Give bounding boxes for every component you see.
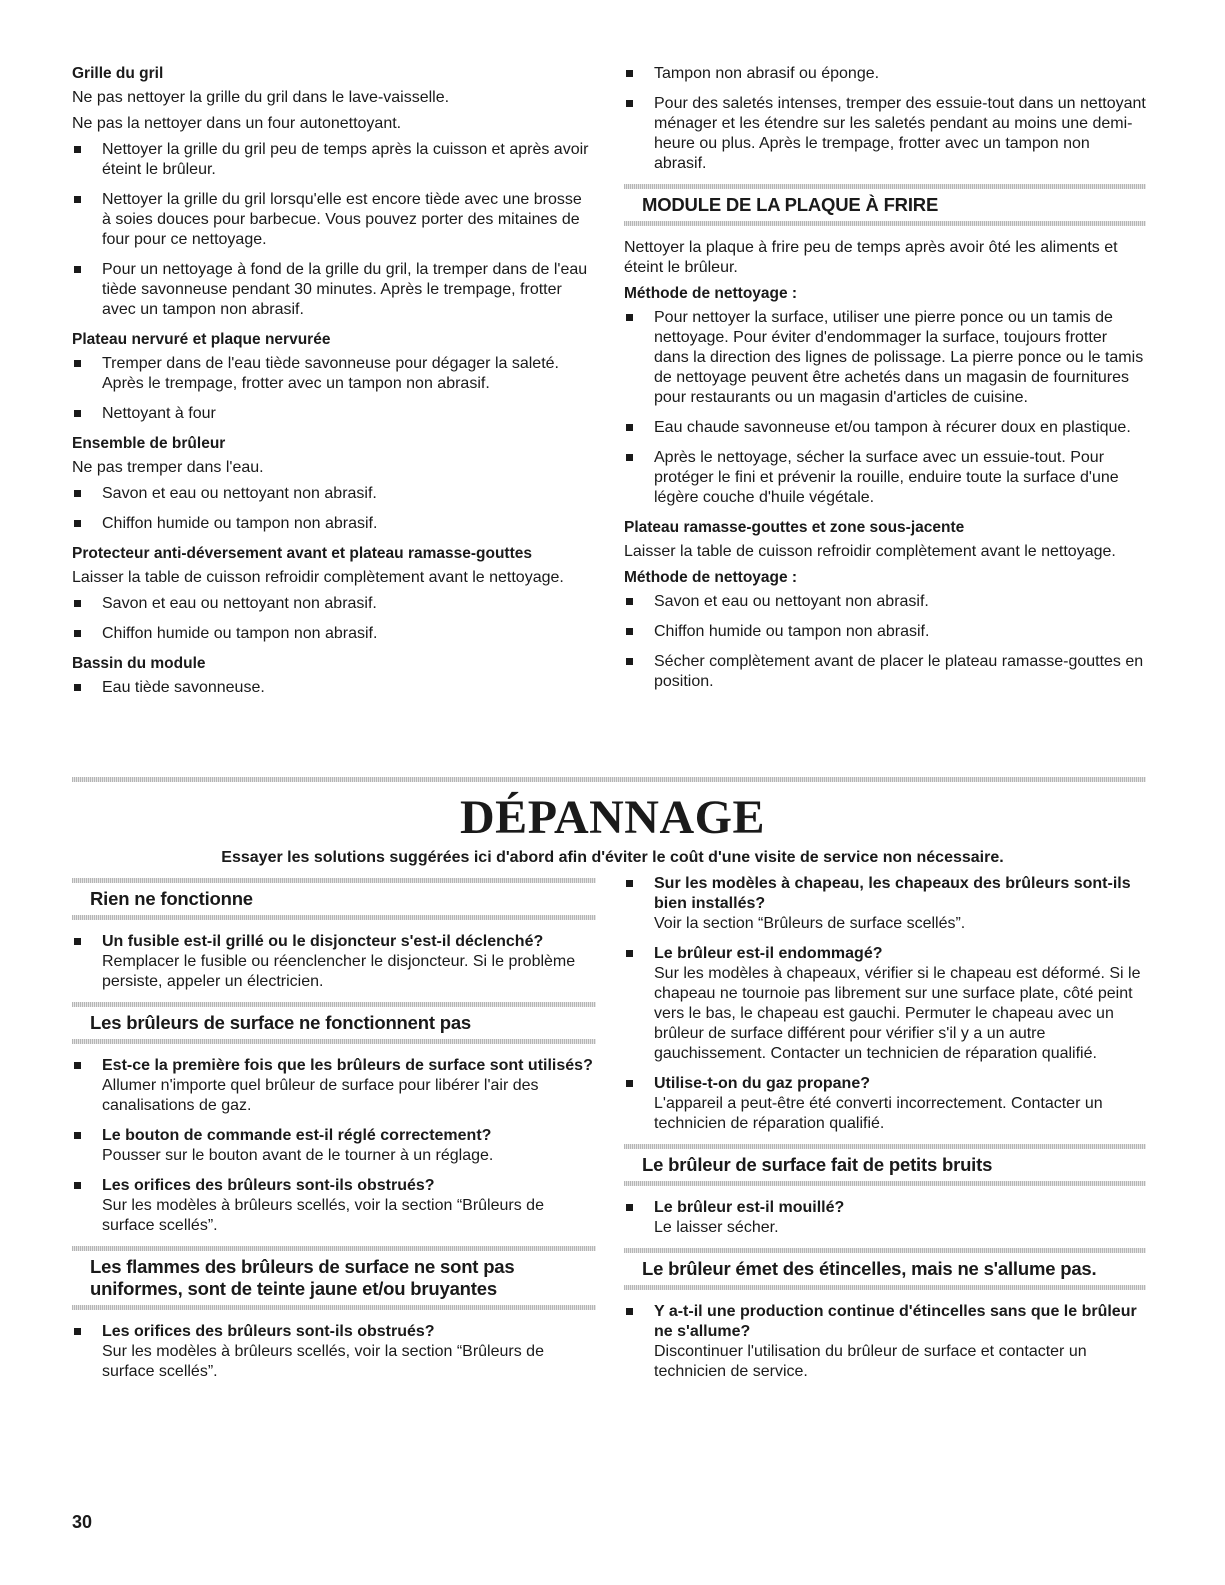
list-item: Chiffon humide ou tampon non abrasif. — [72, 514, 592, 534]
methode-list — [624, 308, 1146, 508]
bruleurs-list — [72, 1056, 596, 1236]
list-item: Nettoyer la grille du gril peu de temps après la cuisson et après avoir éteint le brûleur. — [72, 140, 592, 180]
section-divider — [624, 221, 1146, 226]
question: Les orifices des brûleurs sont-ils obstrués? — [102, 1323, 435, 1340]
list-item: Eau chaude savonneuse et/ou tampon à récurer doux en plastique. — [624, 418, 1146, 438]
grille-text-2: Ne pas la nettoyer dans un four autonettoyant. — [72, 115, 402, 132]
list-item: Savon et eau ou nettoyant non abrasif. — [624, 592, 1146, 612]
list-item: Eau tiède savonneuse. — [72, 678, 592, 698]
plateau-heading: Plateau nervuré et plaque nervurée — [72, 331, 331, 348]
list-item: Nettoyant à four — [72, 404, 592, 424]
list-item: Pour des saletés intenses, tremper des essuie-tout dans un nettoyant ménager et les étendre sur les saletés pendant au moins une demi-heure ou plus. Après le trempage, frotter avec un tampon non abrasif. — [624, 94, 1146, 174]
section-divider — [624, 1285, 1146, 1290]
answer: Le laisser sécher. — [654, 1219, 779, 1236]
module-title: MODULE DE LA PLAQUE À FRIRE — [642, 194, 939, 215]
top-left-column — [72, 64, 592, 708]
etincelles-section — [624, 1248, 1146, 1290]
section-divider — [72, 1039, 596, 1044]
rien-title: Rien ne fonctionne — [90, 888, 253, 909]
answer: Sur les modèles à chapeaux, vérifier si le chapeau est déformé. Si le chapeau ne tournoie pas librement sur une surface plate, côté peint vers le bas, le chapeau est gauchi. Permuter le chapeau avec un brûleur de surface différent pour vérifier s'il y a un autre gauchissement. Contacter un technicien de réparation qualifié. — [654, 965, 1141, 1062]
list-item — [72, 932, 596, 992]
answer: Pousser sur le bouton avant de le tourner à un réglage. — [102, 1147, 494, 1164]
protecteur-list — [72, 594, 592, 644]
bruleurs-section — [72, 1002, 596, 1044]
answer: Allumer n'importe quel brûleur de surface pour libérer l'air des canalisations de gaz. — [102, 1077, 539, 1114]
question: Le bouton de commande est-il réglé correctement? — [102, 1127, 492, 1144]
methode-heading: Méthode de nettoyage : — [624, 569, 798, 586]
list-item: Savon et eau ou nettoyant non abrasif. — [72, 594, 592, 614]
rien-section — [72, 878, 596, 920]
question: Un fusible est-il grillé ou le disjoncteur s'est-il déclenché? — [102, 933, 544, 950]
list-item — [72, 1176, 596, 1236]
page-divider — [72, 777, 1146, 782]
top-right-column — [624, 64, 1146, 702]
list-item: Savon et eau ou nettoyant non abrasif. — [72, 484, 592, 504]
bruits-title: Le brûleur de surface fait de petits bruits — [642, 1154, 993, 1175]
list-item: Tampon non abrasif ou éponge. — [624, 64, 1146, 84]
list-item: Pour un nettoyage à fond de la grille du gril, la tremper dans de l'eau tiède savonneuse pendant 30 minutes. Après le trempage, frotter avec un tampon non abrasif. — [72, 260, 592, 320]
list-item — [624, 1198, 1146, 1238]
module-section — [624, 184, 1146, 226]
answer: Sur les modèles à brûleurs scellés, voir la section “Brûleurs de surface scellés”. — [102, 1197, 544, 1234]
section-divider — [624, 1181, 1146, 1186]
continued-list — [624, 874, 1146, 1134]
list-item: Nettoyer la grille du gril lorsqu'elle est encore tiède avec une brosse à soies douces pour barbecue. Vous pouvez porter des mitaines de four pour ce nettoyage. — [72, 190, 592, 250]
list-item: Sécher complètement avant de placer le plateau ramasse-gouttes en position. — [624, 652, 1146, 692]
intro-list — [624, 64, 1146, 174]
list-item — [624, 1074, 1146, 1134]
question: Le brûleur est-il mouillé? — [654, 1199, 845, 1216]
page-title: DÉPANNAGE — [460, 791, 765, 844]
list-item — [72, 1322, 596, 1382]
list-item — [72, 1056, 596, 1116]
flammes-list — [72, 1322, 596, 1382]
section-divider — [72, 915, 596, 920]
methode-list — [624, 592, 1146, 692]
grille-list — [72, 140, 592, 320]
ramasse-heading: Plateau ramasse-gouttes et zone sous-jacente — [624, 519, 965, 536]
bottom-right-column — [624, 874, 1146, 1392]
bruleurs-title: Les brûleurs de surface ne fonctionnent pas — [90, 1012, 472, 1033]
question: Y a-t-il une production continue d'étincelles sans que le brûleur ne s'allume? — [654, 1303, 1137, 1340]
list-item: Chiffon humide ou tampon non abrasif. — [72, 624, 592, 644]
list-item — [624, 944, 1146, 1064]
grille-text-1: Ne pas nettoyer la grille du gril dans le lave-vaisselle. — [72, 89, 450, 106]
flammes-section — [72, 1246, 596, 1310]
page-number: 30 — [72, 1512, 93, 1532]
question: Est-ce la première fois que les brûleurs de surface sont utilisés? — [102, 1057, 593, 1074]
answer: Remplacer le fusible ou réenclencher le disjoncteur. Si le problème persiste, appeler un électricien. — [102, 953, 576, 990]
bottom-left-column — [72, 878, 596, 1392]
protecteur-heading: Protecteur anti-déversement avant et plateau ramasse-gouttes — [72, 545, 532, 562]
module-text: Nettoyer la plaque à frire peu de temps après avoir ôté les aliments et éteint le brûleur. — [624, 239, 1118, 276]
question: Les orifices des brûleurs sont-ils obstrués? — [102, 1177, 435, 1194]
flammes-title: Les flammes des brûleurs de surface ne sont pas uniformes, sont de teinte jaune et/ou bruyantes — [90, 1256, 515, 1299]
grille-heading: Grille du gril — [72, 65, 164, 82]
list-item — [72, 1126, 596, 1166]
bruits-list — [624, 1198, 1146, 1238]
section-divider — [72, 1305, 596, 1310]
protecteur-text: Laisser la table de cuisson refroidir complètement avant le nettoyage. — [72, 569, 564, 586]
answer: L'appareil a peut-être été converti incorrectement. Contacter un technicien de réparation qualifié. — [654, 1095, 1103, 1132]
ensemble-list — [72, 484, 592, 534]
ensemble-text: Ne pas tremper dans l'eau. — [72, 459, 264, 476]
ramasse-text: Laisser la table de cuisson refroidir complètement avant le nettoyage. — [624, 543, 1116, 560]
list-item: Tremper dans de l'eau tiède savonneuse pour dégager la saleté. Après le trempage, frotter avec un tampon non abrasif. — [72, 354, 592, 394]
list-item — [624, 874, 1146, 934]
plateau-list — [72, 354, 592, 424]
answer: Sur les modèles à brûleurs scellés, voir la section “Brûleurs de surface scellés”. — [102, 1343, 544, 1380]
question: Sur les modèles à chapeau, les chapeaux des brûleurs sont-ils bien installés? — [654, 875, 1131, 912]
answer: Voir la section “Brûleurs de surface scellés”. — [654, 915, 966, 932]
list-item: Pour nettoyer la surface, utiliser une pierre ponce ou un tamis de nettoyage. Pour éviter d'endommager la surface, toujours frotter dans la direction des lignes de polissage. La pierre ponce ou le tamis de nettoyage peuvent être achetés dans un magasin de fournitures pour restaurants ou un magasin d'articles de cuisine. — [624, 308, 1146, 408]
question: Le brûleur est-il endommagé? — [654, 945, 883, 962]
bruits-section — [624, 1144, 1146, 1186]
bassin-heading: Bassin du module — [72, 655, 206, 672]
rien-list — [72, 932, 596, 992]
bassin-list — [72, 678, 592, 698]
list-item: Après le nettoyage, sécher la surface avec un essuie-tout. Pour protéger le fini et prévenir la rouille, enduire toute la surface d'une légère couche d'huile végétale. — [624, 448, 1146, 508]
page-subtitle: Essayer les solutions suggérées ici d'abord afin d'éviter le coût d'une visite de service non nécessaire. — [221, 849, 1004, 866]
list-item: Chiffon humide ou tampon non abrasif. — [624, 622, 1146, 642]
methode-heading: Méthode de nettoyage : — [624, 285, 798, 302]
etincelles-title: Le brûleur émet des étincelles, mais ne s'allume pas. — [642, 1258, 1097, 1279]
question: Utilise-t-on du gaz propane? — [654, 1075, 870, 1092]
etincelles-list — [624, 1302, 1146, 1382]
answer: Discontinuer l'utilisation du brûleur de surface et contacter un technicien de service. — [654, 1343, 1087, 1380]
list-item — [624, 1302, 1146, 1382]
ensemble-heading: Ensemble de brûleur — [72, 435, 226, 452]
